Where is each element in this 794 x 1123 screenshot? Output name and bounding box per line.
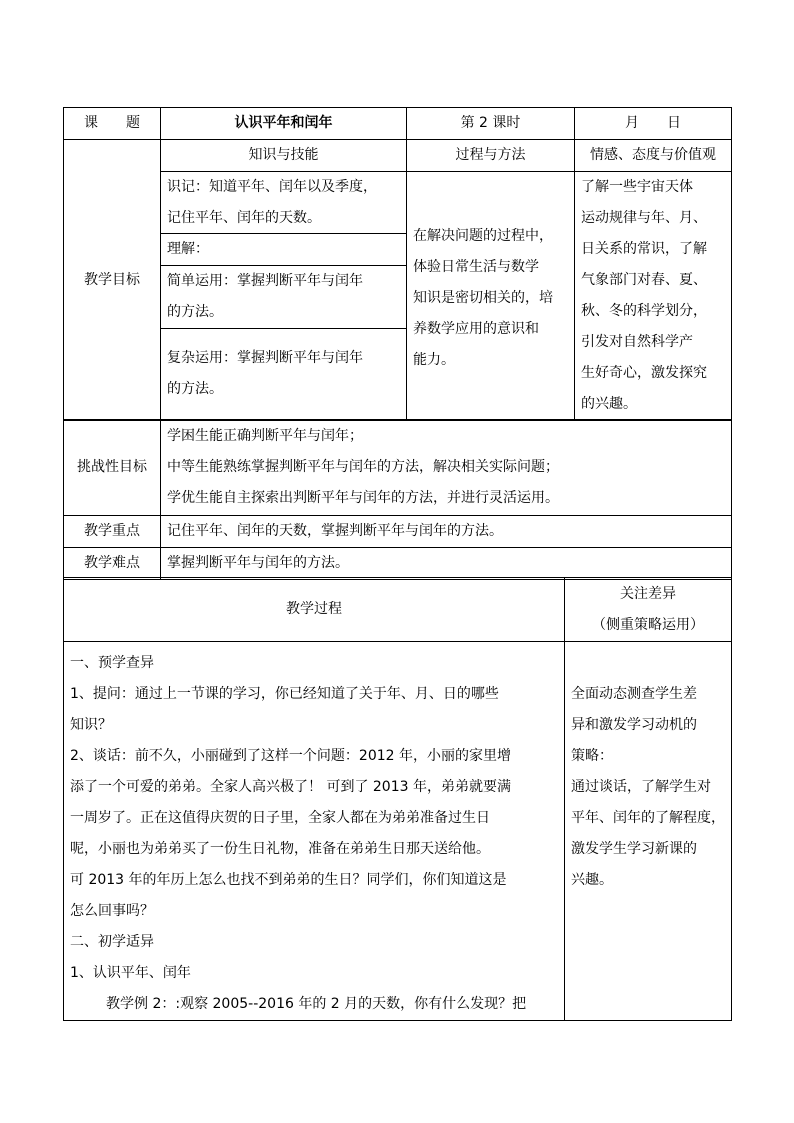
challenge-content: 学困生能正确判断平年与闰年； 中等生能熟练掌握判断平年与闰年的方法，解决相关实际问题； 学优生能自主探索出判断平年与闰年的方法，并进行灵活运用。 — [161, 420, 732, 516]
lesson-plan-table — [63, 107, 732, 421]
knowledge-complex-apply: 复杂运用：掌握判断平年与闰年 的方法。 — [167, 350, 363, 397]
difficult-content: 掌握判断平年与闰年的方法。 — [161, 548, 732, 580]
key-content: 记住平年、闰年的天数，掌握判断平年与闰年的方法。 — [161, 516, 732, 548]
lesson-period: 第 2 课时 — [407, 108, 575, 140]
process-method-cell: 在解决问题的过程中， 体验日常生活与数学 知识是密切相关的，培 养数学应用的意识和 能力。 — [407, 172, 575, 421]
difficult-row — [64, 548, 732, 580]
process-content: 一、预学查异 1、提问：通过上一节课的学习，你已经知道了关于年、月、日的哪些 知识？ 2、谈话：前不久，小丽碰到了这样一个问题：2012 年，小丽的家里增 添了一个可爱的弟弟。全家人高兴极了！ 可到了 2013 年，弟弟就要满 一周岁了。正在这值得庆贺的日子里，全家人都在为弟弟准备过生日 呢，小丽也为弟弟买了一份生日礼物，准备在弟弟生日那天送给他。 可 2013 年的年历上怎么也找不到弟弟的生日？同学们，你们知道这是 怎么回事吗？ 二、初学适异 1、认识平年、闰年 教学例 2：:观察 2005--2016 年的 2 月的天数，你有什么发现？把 — [64, 642, 565, 1021]
side-label: 关注差异 （侧重策略运用） — [565, 578, 732, 642]
process-table — [63, 577, 732, 1021]
attitude-cell: 了解一些宇宙天体 运动规律与年、月、 日关系的常识，了解 气象部门对春、夏、 秋、冬的科学划分， 引发对自然科学产 生好奇心，激发探究 的兴趣。 — [575, 172, 732, 421]
col-attitude: 情感、态度与价值观 — [575, 140, 732, 172]
side-notes: 全面动态测查学生差 异和激发学习动机的 策略： 通过谈话，了解学生对 平年、闰年的了解程度， 激发学生学习新课的 兴趣。 — [565, 642, 732, 1021]
knowledge-cell — [161, 172, 407, 421]
col-knowledge: 知识与技能 — [161, 140, 407, 172]
knowledge-understand: 理解： — [161, 234, 406, 266]
lesson-topic: 认识平年和闰年 — [161, 108, 407, 140]
knowledge-simple-apply: 简单运用：掌握判断平年与闰年 的方法。 — [161, 266, 406, 329]
key-label: 教学重点 — [64, 516, 161, 548]
goals-body-row — [64, 172, 732, 421]
header-row — [64, 108, 732, 140]
goals-header-row — [64, 140, 732, 172]
col-process: 过程与方法 — [407, 140, 575, 172]
process-body-row — [64, 642, 732, 1021]
process-label: 教学过程 — [64, 578, 565, 642]
goals-label: 教学目标 — [64, 140, 161, 421]
objectives-table — [63, 419, 732, 580]
subject-label: 课 题 — [64, 108, 161, 140]
challenge-label: 挑战性目标 — [64, 420, 161, 516]
challenge-row — [64, 420, 732, 516]
lesson-date: 月 日 — [575, 108, 732, 140]
knowledge-memorize: 识记：知道平年、闰年以及季度， 记住平年、闰年的天数。 — [161, 172, 406, 234]
difficult-label: 教学难点 — [64, 548, 161, 580]
key-row — [64, 516, 732, 548]
process-header-row — [64, 578, 732, 642]
